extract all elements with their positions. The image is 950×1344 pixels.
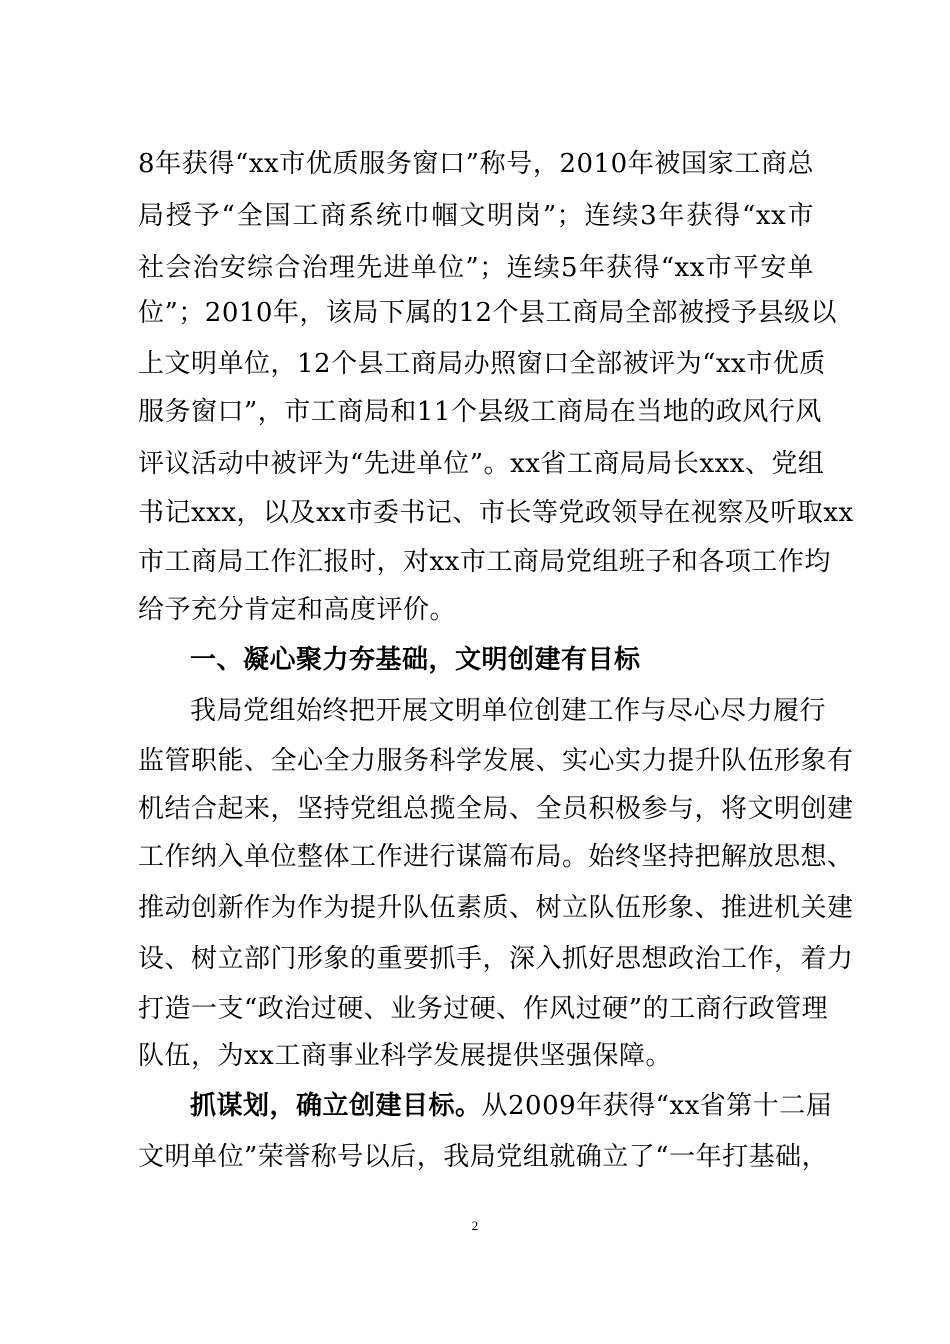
body-text-line: 监管职能、全心全力服务科学发展、实心实力提升队伍形象有 [138,746,854,776]
body-text-line: 设、树立部门形象的重要抓手，深入抓好思想政治工作，着力 [138,944,854,974]
body-text-line: 局授予“全国工商系统巾帼文明岗”；连续3年获得“xx市 [138,201,814,231]
body-text-line: 8年获得“xx市优质服务窗口”称号，2010年被国家工商总 [138,149,814,179]
body-text-line: 队伍，为xx工商事业科学发展提供坚强保障。 [138,1041,672,1071]
body-text-line: 市工商局工作汇报时，对xx市工商局党组班子和各项工作均 [138,547,831,577]
body-text-line: 我局党组始终把开展文明单位创建工作与尽心尽力履行 [190,696,827,726]
body-text-line: 工作纳入单位整体工作进行谋篇布局。始终坚持把解放思想、 [138,842,854,872]
page-number: 2 [471,1218,479,1233]
body-text-line: 社会治安综合治理先进单位”；连续5年获得“xx市平安单 [138,253,814,283]
body-text-line: 服务窗口”，市工商局和11个县级工商局在当地的政风行风 [138,397,822,427]
body-text-line: 位”；2010年，该局下属的12个县工商局全部被授予县级以 [138,298,838,328]
body-text-line: 打造一支“政治过硬、业务过硬、作风过硬”的工商行政管理 [138,994,829,1024]
body-text-line: 文明单位”荣誉称号以后，我局党组就确立了“一年打基础， [138,1142,829,1172]
body-text-line: 给予充分肯定和高度评价。 [138,595,457,625]
section-heading: 一、凝心聚力夯基础，文明创建有目标 [190,645,641,675]
body-text-line: 评议活动中被评为“先进单位”。xx省工商局局长xxx、党组 [138,449,825,479]
body-text-line [190,1079,833,1133]
body-text-line: 上文明单位，12个县工商局办照窗口全部被评为“xx市优质 [138,349,826,379]
body-text-line: 机结合起来，坚持党组总揽全局、全员积极参与，将文明创建 [138,794,854,824]
body-text-line: 书记xxx，以及xx市委书记、市长等党政领导在视察及听取xx [138,498,854,528]
paragraph-lead-bold: 抓谋划，确立创建目标。 [190,1091,482,1121]
paragraph-lead-rest: 从2009年获得“xx省第十二届 [481,1091,833,1121]
body-text-line: 推动创新作为作为提升队伍素质、树立队伍形象、推进机关建 [138,893,854,923]
